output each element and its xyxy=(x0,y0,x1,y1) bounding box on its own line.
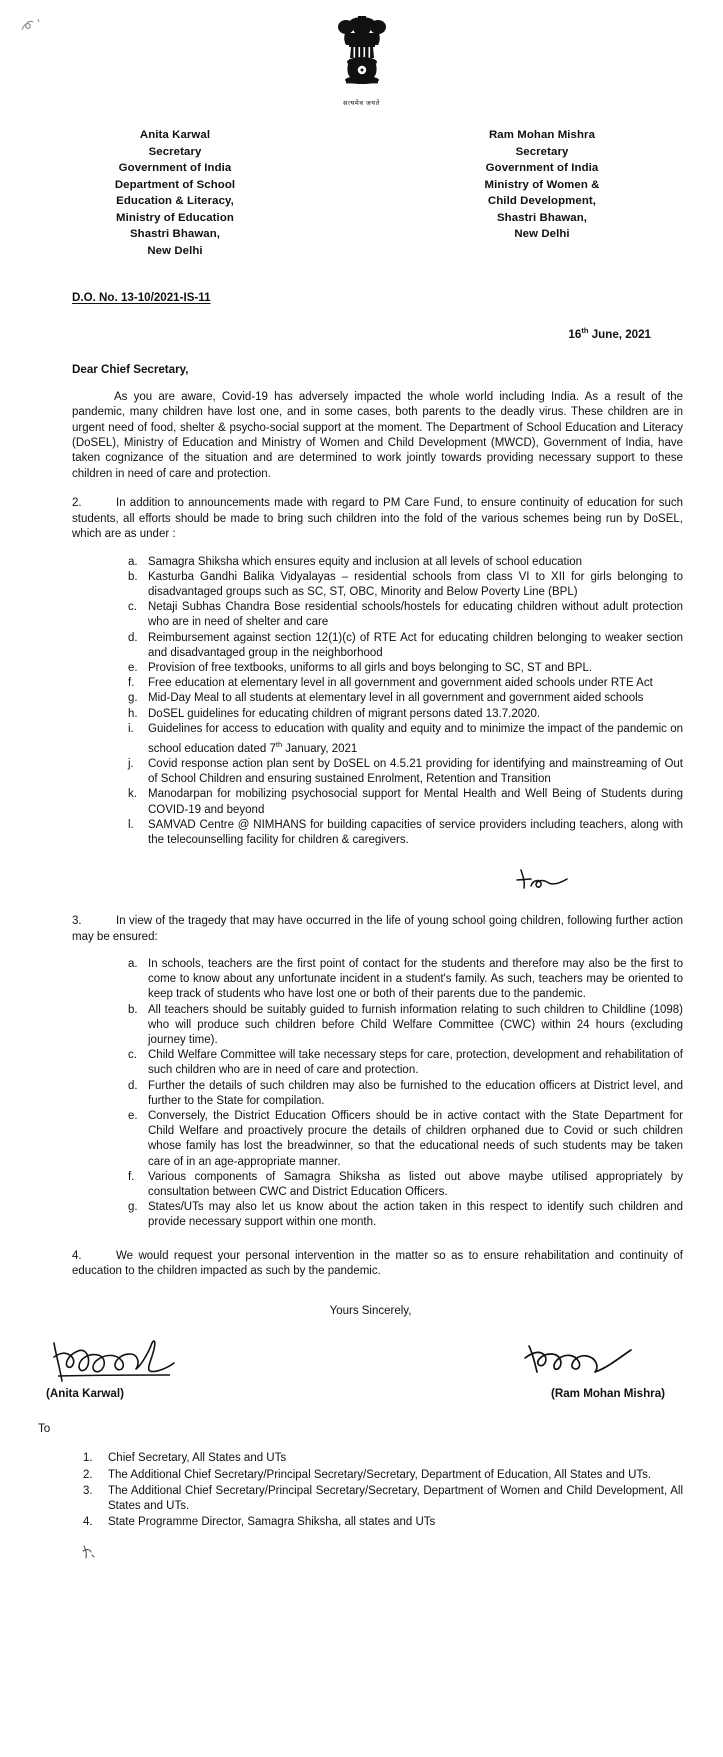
sender-right-line-5: Shastri Bhawan, xyxy=(496,211,588,224)
list-text: State Programme Director, Samagra Shiksha, all states and UTs xyxy=(108,1516,436,1529)
bottom-scribble-icon xyxy=(80,1543,102,1561)
signature-anita-karwal-icon xyxy=(46,1335,236,1391)
sender-address-blocks xyxy=(0,127,723,259)
list-marker: 1. xyxy=(83,1452,93,1465)
ashoka-pillar-emblem-icon xyxy=(333,14,391,92)
list-text: Chief Secretary, All States and UTs xyxy=(108,1452,287,1465)
paragraph-2 xyxy=(36,496,685,542)
list-item xyxy=(36,555,683,570)
paragraph-4-number: 4. xyxy=(72,1249,82,1262)
list-text: The Additional Chief Secretary/Principal Secretary/Secretary, Department of Women and Child Development, All States and UTs. xyxy=(108,1484,683,1513)
paragraph-3 xyxy=(36,914,685,945)
list-marker: b. xyxy=(128,570,138,583)
list-text-ordinal: th xyxy=(275,739,283,749)
list-marker: e. xyxy=(128,661,138,674)
signature-block-left xyxy=(46,1335,346,1400)
signature-ram-mohan-mishra-icon xyxy=(515,1340,665,1386)
date-rest: June, 2021 xyxy=(588,327,651,341)
list-item xyxy=(36,631,683,661)
to-label: To xyxy=(38,1422,51,1436)
list-text: Provision of free textbooks, uniforms to all girls and boys belonging to SC, ST and BPL. xyxy=(148,661,593,674)
list-marker: d. xyxy=(128,1079,138,1092)
list-text: Samagra Shiksha which ensures equity and inclusion at all levels of school education xyxy=(148,555,583,568)
list-text: Further the details of such children may also be furnished to the education officers at District level, and further to the State for compilation. xyxy=(148,1079,683,1107)
list-text: Reimbursement against section 12(1)(c) of RTE Act for educating children belonging to weaker section and disadvantaged group in the neighborhood xyxy=(148,631,683,659)
sender-left xyxy=(60,127,290,259)
list-marker: d. xyxy=(128,631,138,644)
list-marker: i. xyxy=(128,722,134,735)
list-marker: g. xyxy=(128,1201,138,1214)
sender-left-line-0: Anita Karwal xyxy=(139,129,211,141)
sender-left-line-5: Ministry of Education xyxy=(116,211,234,224)
paragraph-4 xyxy=(36,1249,685,1280)
list-item xyxy=(36,600,683,630)
list-text: The Additional Chief Secretary/Principal Secretary/Secretary, Department of Education, All States and UTs. xyxy=(108,1468,652,1481)
list-text: Covid response action plan sent by DoSEL on 4.5.21 providing for identifying and mainstreaming of Out of School Children and ensuring sustained Enrolment, Retention and Transition xyxy=(148,757,683,786)
paragraph-2-text: In addition to announcements made with regard to PM Care Fund, to ensure continuity of education for such students, all efforts should be made to bring such children into the fold of the various schemes being run by DoSEL, which are as under : xyxy=(72,497,683,541)
list-marker: 3. xyxy=(83,1484,93,1497)
list-text: Manodarpan for mobilizing psychosocial support for Mental Health and Well Being of Students during COVID-19 and beyond xyxy=(148,788,683,816)
sender-right-line-6: New Delhi xyxy=(514,228,570,240)
paragraph-3-number: 3. xyxy=(72,915,82,928)
list-item xyxy=(36,1109,683,1170)
signature-block-right xyxy=(365,1340,665,1400)
list-marker: f. xyxy=(128,1170,135,1183)
list-text: Various components of Samagra Shiksha as listed out above maybe utilised appropriately by consultation between CWC and District Education Officers. xyxy=(148,1170,683,1199)
list-item xyxy=(36,676,683,691)
list-marker: e. xyxy=(128,1110,138,1123)
sender-right-line-3: Ministry of Women & xyxy=(484,178,600,191)
paragraph-1-text: As you are aware, Covid-19 has adversely impacted the whole world including India. As a result of the pandemic, many children have lost one, and in some cases, both parents to the deadly virus. These children are in urgent need of food, shelter & psycho-social support at the moment. The Department of School Education and Literacy (DoSEL), Ministry of Education and Ministry of Women and Child Development (MWCD), Government of India, have taken cognizance of the situation and are determined to work jointly towards providing necessary support to these children in need of care and protection. xyxy=(72,390,683,480)
paragraph-3-text: In view of the tragedy that may have occurred in the life of young school going children, following further action may be ensured: xyxy=(72,915,683,943)
paragraph-4-text: We would request your personal intervention in the matter so as to ensure rehabilitation and continuity of education to the children impacted as such by the pandemic. xyxy=(72,1249,683,1278)
signatory-name-right: (Ram Mohan Mishra) xyxy=(550,1387,665,1401)
sender-right-line-2: Government of India xyxy=(485,162,599,174)
list-item xyxy=(36,787,683,817)
list-text: SAMVAD Centre @ NIMHANS for building capacities of service providers including teachers, along with the telecounselling facility for children & caregivers. xyxy=(148,818,683,846)
list-marker: f. xyxy=(128,677,135,690)
list-item xyxy=(36,570,683,600)
sender-left-line-7: New Delhi xyxy=(147,244,203,257)
emblem-motto: सत्यमेव जयते xyxy=(343,100,380,107)
list-item xyxy=(36,1200,683,1230)
list-text-pre: Guidelines for access to education with quality and equity and to minimize the impact of the pandemic on school education dated 7 xyxy=(148,722,683,755)
list-marker: g. xyxy=(128,692,138,705)
list-marker: h. xyxy=(128,707,138,720)
list-item xyxy=(36,1468,683,1483)
list-item xyxy=(36,1515,683,1530)
date-ordinal-suffix: th xyxy=(581,326,589,335)
list-text: Kasturba Gandhi Balika Vidyalayas – residential schools from class VI to XII for girls belonging to disadvantaged groups such as SC, ST, OBC, Minority and Below Poverty Line (BPL) xyxy=(148,570,683,598)
letter-date xyxy=(36,326,685,341)
date-day: 16 xyxy=(568,327,582,341)
list-marker: 4. xyxy=(83,1516,93,1529)
sender-left-line-2: Government of India xyxy=(118,162,232,174)
list-text: Free education at elementary level in all government and government aided schools under RTE Act xyxy=(148,677,653,690)
do-number: D.O. No. 13-10/2021-IS-11 xyxy=(72,291,211,304)
letter-body xyxy=(0,259,723,1564)
list-item xyxy=(36,1484,683,1514)
list-text: Child Welfare Committee will take necessary steps for care, protection, development and rehabilitation of such children who are in need of care and protection. xyxy=(148,1049,683,1077)
list-marker: l. xyxy=(128,818,134,831)
list-item xyxy=(36,1079,683,1109)
list-marker: k. xyxy=(128,788,137,801)
list-text: Netaji Subhas Chandra Bose residential schools/hostels for educating children without adult protection who are in need of shelter and care xyxy=(148,601,683,629)
salutation: Dear Chief Secretary, xyxy=(72,362,189,376)
sender-right-line-0: Ram Mohan Mishra xyxy=(488,129,596,141)
list-item xyxy=(36,691,683,706)
sender-right-line-1: Secretary xyxy=(515,145,569,158)
list-item xyxy=(36,1170,683,1200)
sender-left-line-3: Department of School xyxy=(114,178,236,191)
bottom-initial-mark xyxy=(36,1543,685,1564)
list-text: All teachers should be suitably guided to furnish information relating to such children to Childline (1098) who will produce such children before Child Welfare Committee (CWC) within 24 hours (excluding journey time). xyxy=(148,1003,683,1047)
signatory-name-left: (Anita Karwal) xyxy=(46,1387,124,1401)
list-text: DoSEL guidelines for educating children of migrant persons dated 13.7.2020. xyxy=(148,707,541,720)
mid-page-initial xyxy=(36,866,685,900)
list-marker: c. xyxy=(128,601,137,614)
recipients-list xyxy=(36,1451,685,1530)
list-text: Conversely, the District Education Officers should be in active contact with the State Department for Child Welfare and proactively procure the details of children orphaned due to Covid or such children whose family has lost the breadwinner, so that the educational needs of such students may be taken care of in an age-appropriate manner. xyxy=(148,1110,683,1168)
scribble-icon xyxy=(18,14,58,36)
list-marker: c. xyxy=(128,1049,137,1062)
list-marker: j. xyxy=(128,757,134,770)
list-text: Mid-Day Meal to all students at elementary level in all government and government aided schools xyxy=(148,692,644,705)
list-text xyxy=(148,723,683,755)
actions-list xyxy=(36,957,685,1231)
schemes-list xyxy=(36,555,685,849)
paragraph-1 xyxy=(36,390,685,482)
list-item xyxy=(36,757,683,787)
corner-annotation-scribble xyxy=(18,14,58,36)
list-marker: a. xyxy=(128,555,138,568)
sender-left-line-4: Education & Literacy, xyxy=(116,195,234,207)
list-text-post: January, 2021 xyxy=(282,742,358,755)
list-marker: a. xyxy=(128,958,138,971)
list-marker: b. xyxy=(128,1003,138,1016)
valediction: Yours Sincerely, xyxy=(329,1305,412,1318)
handwritten-initial-icon xyxy=(511,866,575,896)
list-item xyxy=(36,1451,683,1466)
list-text: In schools, teachers are the first point of contact for the students and therefore may also be the first to come to know about any unfortunate incident in a student's family. As such, teachers may be oriented to keep track of students who have lost one or both of their parents due to the pandemic. xyxy=(148,958,683,1001)
national-emblem xyxy=(0,0,723,107)
signature-row xyxy=(36,1335,685,1400)
sender-left-line-1: Secretary xyxy=(148,145,202,158)
list-item xyxy=(36,818,683,848)
list-item xyxy=(36,722,683,757)
sender-right-line-4: Child Development, xyxy=(487,195,597,207)
list-item xyxy=(36,707,683,722)
paragraph-2-number: 2. xyxy=(72,497,82,510)
sender-right xyxy=(427,127,657,259)
list-item xyxy=(36,957,683,1003)
list-marker: 2. xyxy=(83,1468,93,1481)
sender-left-line-6: Shastri Bhawan, xyxy=(129,228,221,240)
list-item xyxy=(36,661,683,676)
list-item xyxy=(36,1003,683,1049)
list-item xyxy=(36,1048,683,1078)
list-text: States/UTs may also let us know about the action taken in this respect to identify such children and provide necessary support within one month. xyxy=(148,1201,683,1229)
